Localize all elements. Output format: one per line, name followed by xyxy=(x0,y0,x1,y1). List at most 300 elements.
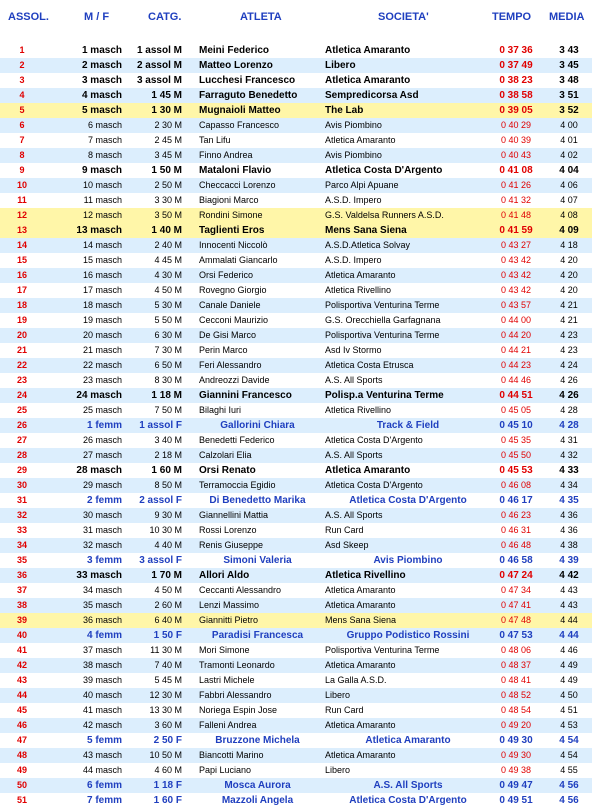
time-cell: 0 44 23 xyxy=(500,360,532,370)
time-cell: 0 45 10 xyxy=(499,420,533,431)
athlete-name-cell: Paradisi Francesca xyxy=(211,630,304,641)
athlete-name-cell: Rovegno Giorgio xyxy=(199,285,267,295)
club-cell: Atletica Amaranto xyxy=(325,45,411,56)
time-cell: 0 45 05 xyxy=(500,405,532,415)
category-cell: 2 30 M xyxy=(154,120,182,130)
table-row xyxy=(0,793,592,808)
category-cell: 4 50 M xyxy=(154,585,182,595)
category-cell: 4 30 M xyxy=(154,270,182,280)
time-cell: 0 47 24 xyxy=(499,570,533,581)
category-cell: 2 60 M xyxy=(154,600,182,610)
gender-rank-cell: 29 masch xyxy=(82,480,122,490)
club-cell: Atletica Amaranto xyxy=(325,270,396,280)
position-cell: 49 xyxy=(16,765,27,775)
gender-rank-cell: 2 masch xyxy=(81,60,122,71)
position-cell: 37 xyxy=(16,585,27,595)
average-cell: 4 44 xyxy=(560,615,578,625)
club-cell: G.S. Orecchiella Garfagnana xyxy=(325,315,441,325)
position-cell: 13 xyxy=(16,225,27,235)
category-cell: 1 70 M xyxy=(151,570,182,581)
time-cell: 0 41 08 xyxy=(499,165,533,176)
time-cell: 0 37 49 xyxy=(499,60,533,71)
gender-rank-cell: 7 femm xyxy=(86,795,122,806)
time-cell: 0 46 31 xyxy=(500,525,532,535)
club-cell: A.S.D. Impero xyxy=(325,255,382,265)
time-cell: 0 43 27 xyxy=(500,240,532,250)
table-row xyxy=(0,493,592,508)
table-row xyxy=(0,508,592,523)
club-cell: Atletica Amaranto xyxy=(325,750,396,760)
position-cell: 21 xyxy=(16,345,27,355)
position-cell: 14 xyxy=(16,240,27,250)
average-cell: 4 35 xyxy=(559,495,579,506)
category-cell: 2 18 M xyxy=(154,450,182,460)
athlete-name-cell: Noriega Espin Jose xyxy=(199,705,278,715)
table-row xyxy=(0,88,592,103)
position-cell: 5 xyxy=(19,105,25,115)
athlete-name-cell: Fabbri Alessandro xyxy=(199,690,272,700)
table-row xyxy=(0,163,592,178)
position-cell: 17 xyxy=(16,285,27,295)
position-cell: 2 xyxy=(19,60,25,70)
average-cell: 4 24 xyxy=(560,360,578,370)
category-cell: 7 50 M xyxy=(154,405,182,415)
time-cell: 0 44 21 xyxy=(500,345,532,355)
gender-rank-cell: 6 masch xyxy=(87,120,122,130)
category-cell: 1 assol F xyxy=(139,420,182,431)
category-cell: 9 30 M xyxy=(154,510,182,520)
gender-rank-cell: 32 masch xyxy=(82,540,122,550)
table-row xyxy=(0,133,592,148)
club-cell: Atletica Amaranto xyxy=(325,600,396,610)
table-row xyxy=(0,478,592,493)
table-row xyxy=(0,43,592,58)
average-cell: 4 26 xyxy=(559,390,579,401)
time-cell: 0 38 23 xyxy=(499,75,533,86)
position-cell: 36 xyxy=(16,570,27,580)
table-row xyxy=(0,403,592,418)
position-cell: 4 xyxy=(19,90,25,100)
time-cell: 0 43 57 xyxy=(500,300,532,310)
table-row xyxy=(0,598,592,613)
position-cell: 30 xyxy=(16,480,27,490)
category-cell: 2 50 M xyxy=(154,180,182,190)
athlete-name-cell: Lucchesi Francesco xyxy=(199,75,296,86)
table-row xyxy=(0,763,592,778)
average-cell: 3 48 xyxy=(559,75,579,86)
average-cell: 4 38 xyxy=(560,540,578,550)
club-cell: A.S. All Sports xyxy=(325,375,383,385)
table-row xyxy=(0,568,592,583)
gender-rank-cell: 21 masch xyxy=(82,345,122,355)
time-cell: 0 37 36 xyxy=(499,45,533,56)
gender-rank-cell: 23 masch xyxy=(82,375,122,385)
category-cell: 2 50 F xyxy=(153,735,182,746)
table-row xyxy=(0,208,592,223)
table-row xyxy=(0,643,592,658)
average-cell: 4 18 xyxy=(560,240,578,250)
time-cell: 0 43 42 xyxy=(500,255,532,265)
club-cell: Polisportiva Venturina Terme xyxy=(325,645,440,655)
time-cell: 0 41 48 xyxy=(500,210,532,220)
club-cell: Atletica Amaranto xyxy=(325,135,396,145)
time-cell: 0 45 53 xyxy=(499,465,533,476)
time-cell: 0 44 51 xyxy=(499,390,533,401)
position-cell: 7 xyxy=(19,135,25,145)
average-cell: 4 56 xyxy=(559,780,579,791)
average-cell: 4 42 xyxy=(559,570,579,581)
time-cell: 0 40 39 xyxy=(500,135,532,145)
table-row xyxy=(0,268,592,283)
athlete-name-cell: Farraguto Benedetto xyxy=(199,90,298,101)
gender-rank-cell: 15 masch xyxy=(82,255,122,265)
position-cell: 19 xyxy=(16,315,27,325)
average-cell: 3 51 xyxy=(559,90,579,101)
gender-rank-cell: 4 masch xyxy=(81,90,122,101)
category-cell: 10 30 M xyxy=(149,525,182,535)
average-cell: 4 34 xyxy=(560,480,578,490)
time-cell: 0 45 50 xyxy=(500,450,532,460)
average-cell: 4 54 xyxy=(560,750,578,760)
time-cell: 0 47 41 xyxy=(500,600,532,610)
gender-rank-cell: 30 masch xyxy=(82,510,122,520)
position-cell: 32 xyxy=(16,510,27,520)
category-cell: 1 50 F xyxy=(153,630,182,641)
table-row xyxy=(0,658,592,673)
gender-rank-cell: 12 masch xyxy=(82,210,122,220)
athlete-name-cell: Lenzi Massimo xyxy=(199,600,260,610)
category-cell: 1 60 M xyxy=(151,465,182,476)
athlete-name-cell: Allori Aldo xyxy=(199,570,250,581)
club-cell: Atletica Costa Etrusca xyxy=(325,360,414,370)
position-cell: 46 xyxy=(16,720,27,730)
athlete-name-cell: Tramonti Leonardo xyxy=(199,660,275,670)
athlete-name-cell: Ammalati Giancarlo xyxy=(199,255,278,265)
club-cell: Run Card xyxy=(325,705,364,715)
category-cell: 8 50 M xyxy=(154,480,182,490)
average-cell: 4 09 xyxy=(559,225,579,236)
club-cell: A.S.D.Atletica Solvay xyxy=(325,240,411,250)
gender-rank-cell: 27 masch xyxy=(82,450,122,460)
time-cell: 0 46 08 xyxy=(500,480,532,490)
position-cell: 15 xyxy=(16,255,27,265)
time-cell: 0 48 06 xyxy=(500,645,532,655)
time-cell: 0 43 42 xyxy=(500,270,532,280)
category-cell: 1 50 M xyxy=(151,165,182,176)
club-cell: Atletica Rivellino xyxy=(325,285,392,295)
gender-rank-cell: 43 masch xyxy=(82,750,122,760)
position-cell: 10 xyxy=(16,180,27,190)
column-header-row xyxy=(0,0,592,40)
gender-rank-cell: 39 masch xyxy=(82,675,122,685)
gender-rank-cell: 9 masch xyxy=(81,165,122,176)
club-cell: Atletica Costa D'Argento xyxy=(325,435,423,445)
table-row xyxy=(0,283,592,298)
header-time: TEMPO xyxy=(492,11,532,23)
gender-rank-cell: 35 masch xyxy=(82,600,122,610)
average-cell: 4 32 xyxy=(560,450,578,460)
position-cell: 6 xyxy=(19,120,25,130)
athlete-name-cell: Tan Lifu xyxy=(199,135,231,145)
average-cell: 4 26 xyxy=(560,375,578,385)
time-cell: 0 48 37 xyxy=(500,660,532,670)
position-cell: 48 xyxy=(16,750,27,760)
gender-rank-cell: 1 masch xyxy=(81,45,122,56)
club-cell: Atletica Rivellino xyxy=(325,570,406,581)
gender-rank-cell: 41 masch xyxy=(82,705,122,715)
athlete-name-cell: Finno Andrea xyxy=(199,150,253,160)
table-row xyxy=(0,148,592,163)
gender-rank-cell: 26 masch xyxy=(82,435,122,445)
position-cell: 18 xyxy=(16,300,27,310)
gender-rank-cell: 6 femm xyxy=(86,780,122,791)
average-cell: 4 02 xyxy=(560,150,578,160)
athlete-name-cell: Benedetti Federico xyxy=(199,435,275,445)
position-cell: 45 xyxy=(16,705,27,715)
time-cell: 0 46 48 xyxy=(500,540,532,550)
time-cell: 0 40 43 xyxy=(500,150,532,160)
time-cell: 0 49 51 xyxy=(499,795,533,806)
time-cell: 0 46 23 xyxy=(500,510,532,520)
gender-rank-cell: 3 femm xyxy=(86,555,122,566)
club-cell: A.S. All Sports xyxy=(325,510,383,520)
average-cell: 4 20 xyxy=(560,270,578,280)
average-cell: 4 50 xyxy=(560,690,578,700)
average-cell: 4 21 xyxy=(560,300,578,310)
club-cell: Asd Iv Stormo xyxy=(325,345,382,355)
athlete-name-cell: Mazzoli Angela xyxy=(221,795,294,806)
gender-rank-cell: 19 masch xyxy=(82,315,122,325)
average-cell: 4 01 xyxy=(560,135,578,145)
average-cell: 4 53 xyxy=(560,720,578,730)
club-cell: Asd Skeep xyxy=(325,540,369,550)
table-row xyxy=(0,628,592,643)
time-cell: 0 43 42 xyxy=(500,285,532,295)
category-cell: 3 assol F xyxy=(139,555,182,566)
category-cell: 1 30 M xyxy=(151,105,182,116)
category-cell: 1 60 F xyxy=(153,795,182,806)
average-cell: 4 23 xyxy=(560,345,578,355)
club-cell: Libero xyxy=(325,690,351,700)
position-cell: 1 xyxy=(19,45,25,55)
athlete-name-cell: Mugnaioli Matteo xyxy=(199,105,281,116)
header-club: SOCIETA' xyxy=(378,11,429,23)
athlete-name-cell: Rondini Simone xyxy=(199,210,263,220)
category-cell: 1 assol M xyxy=(136,45,182,56)
table-row xyxy=(0,313,592,328)
time-cell: 0 39 05 xyxy=(499,105,533,116)
gender-rank-cell: 38 masch xyxy=(82,660,122,670)
category-cell: 13 30 M xyxy=(149,705,182,715)
club-cell: G.S. Valdelsa Runners A.S.D. xyxy=(325,210,444,220)
gender-rank-cell: 28 masch xyxy=(76,465,122,476)
time-cell: 0 40 29 xyxy=(500,120,532,130)
club-cell: Atletica Amaranto xyxy=(325,660,396,670)
category-cell: 10 50 M xyxy=(149,750,182,760)
club-cell: The Lab xyxy=(325,105,364,116)
gender-rank-cell: 20 masch xyxy=(82,330,122,340)
average-cell: 4 49 xyxy=(560,660,578,670)
athlete-name-cell: Giannellini Mattia xyxy=(199,510,269,520)
average-cell: 4 43 xyxy=(560,585,578,595)
gender-rank-cell: 34 masch xyxy=(82,585,122,595)
table-row xyxy=(0,463,592,478)
table-row xyxy=(0,418,592,433)
table-row xyxy=(0,523,592,538)
time-cell: 0 38 58 xyxy=(499,90,533,101)
gender-rank-cell: 24 masch xyxy=(76,390,122,401)
athlete-name-cell: Terramoccia Egidio xyxy=(199,480,276,490)
position-cell: 47 xyxy=(16,735,27,745)
average-cell: 4 36 xyxy=(560,510,578,520)
gender-rank-cell: 4 femm xyxy=(86,630,122,641)
gender-rank-cell: 8 masch xyxy=(87,150,122,160)
category-cell: 4 60 M xyxy=(154,765,182,775)
athlete-name-cell: Calzolari Elia xyxy=(199,450,252,460)
club-cell: Polisportiva Venturina Terme xyxy=(325,330,440,340)
athlete-name-cell: Biagioni Marco xyxy=(199,195,259,205)
club-cell: Run Card xyxy=(325,525,364,535)
category-cell: 1 18 F xyxy=(153,780,182,791)
athlete-name-cell: De Gisi Marco xyxy=(199,330,257,340)
average-cell: 4 28 xyxy=(559,420,579,431)
position-cell: 12 xyxy=(16,210,27,220)
position-cell: 3 xyxy=(19,75,25,85)
gender-rank-cell: 17 masch xyxy=(82,285,122,295)
table-row xyxy=(0,553,592,568)
athlete-name-cell: Biancotti Marino xyxy=(199,750,264,760)
position-cell: 11 xyxy=(17,195,27,205)
category-cell: 6 30 M xyxy=(154,330,182,340)
position-cell: 39 xyxy=(16,615,27,625)
table-row xyxy=(0,448,592,463)
table-row xyxy=(0,673,592,688)
athlete-name-cell: Giannitti Pietro xyxy=(199,615,259,625)
category-cell: 3 50 M xyxy=(154,210,182,220)
table-row xyxy=(0,583,592,598)
gender-rank-cell: 3 masch xyxy=(81,75,122,86)
average-cell: 3 52 xyxy=(559,105,579,116)
category-cell: 7 30 M xyxy=(154,345,182,355)
average-cell: 4 21 xyxy=(560,315,578,325)
category-cell: 1 40 M xyxy=(151,225,182,236)
time-cell: 0 49 30 xyxy=(499,735,533,746)
category-cell: 5 30 M xyxy=(154,300,182,310)
position-cell: 24 xyxy=(16,390,27,400)
table-row xyxy=(0,718,592,733)
time-cell: 0 47 53 xyxy=(499,630,533,641)
average-cell: 4 20 xyxy=(560,285,578,295)
category-cell: 2 45 M xyxy=(154,135,182,145)
club-cell: Avis Piombino xyxy=(373,555,443,566)
club-cell: Sempredicorsa Asd xyxy=(325,90,419,101)
club-cell: Polisportiva Venturina Terme xyxy=(325,300,440,310)
table-row xyxy=(0,373,592,388)
club-cell: Polisp.a Venturina Terme xyxy=(325,390,444,401)
gender-rank-cell: 7 masch xyxy=(87,135,122,145)
club-cell: Atletica Amaranto xyxy=(365,735,451,746)
time-cell: 0 49 30 xyxy=(500,750,532,760)
header-category: CATG. xyxy=(148,11,182,23)
time-cell: 0 44 00 xyxy=(500,315,532,325)
category-cell: 3 30 M xyxy=(154,195,182,205)
category-cell: 5 45 M xyxy=(154,675,182,685)
athlete-name-cell: Meini Federico xyxy=(199,45,270,56)
gender-rank-cell: 5 masch xyxy=(81,105,122,116)
average-cell: 4 49 xyxy=(560,675,578,685)
average-cell: 4 04 xyxy=(559,165,579,176)
gender-rank-cell: 36 masch xyxy=(82,615,122,625)
club-cell: Atletica Amaranto xyxy=(325,585,396,595)
header-athlete: ATLETA xyxy=(240,11,282,23)
table-row xyxy=(0,73,592,88)
gender-rank-cell: 14 masch xyxy=(82,240,122,250)
club-cell: Mens Sana Siena xyxy=(325,615,397,625)
category-cell: 8 30 M xyxy=(154,375,182,385)
athlete-name-cell: Renis Giuseppe xyxy=(199,540,264,550)
position-cell: 8 xyxy=(19,150,25,160)
average-cell: 4 23 xyxy=(560,330,578,340)
average-cell: 4 28 xyxy=(560,405,578,415)
average-cell: 4 43 xyxy=(560,600,578,610)
time-cell: 0 47 48 xyxy=(500,615,532,625)
athlete-name-cell: Mori Simone xyxy=(199,645,250,655)
table-row xyxy=(0,118,592,133)
position-cell: 50 xyxy=(16,780,27,790)
table-row xyxy=(0,388,592,403)
position-cell: 9 xyxy=(19,165,25,175)
position-cell: 40 xyxy=(16,630,27,640)
position-cell: 29 xyxy=(16,465,27,475)
position-cell: 44 xyxy=(16,690,27,700)
category-cell: 1 18 M xyxy=(151,390,182,401)
club-cell: Atletica Costa D'Argento xyxy=(349,495,467,506)
table-row xyxy=(0,778,592,793)
position-cell: 20 xyxy=(16,330,27,340)
header-average: MEDIA xyxy=(549,11,585,23)
table-row xyxy=(0,58,592,73)
average-cell: 4 56 xyxy=(559,795,579,806)
time-cell: 0 49 47 xyxy=(499,780,533,791)
time-cell: 0 45 35 xyxy=(500,435,532,445)
average-cell: 4 20 xyxy=(560,255,578,265)
table-row xyxy=(0,733,592,748)
time-cell: 0 41 59 xyxy=(499,225,533,236)
gender-rank-cell: 31 masch xyxy=(82,525,122,535)
athlete-name-cell: Ceccanti Alessandro xyxy=(199,585,282,595)
average-cell: 4 46 xyxy=(560,645,578,655)
time-cell: 0 48 52 xyxy=(500,690,532,700)
category-cell: 6 40 M xyxy=(154,615,182,625)
club-cell: A.S.D. Impero xyxy=(325,195,382,205)
athlete-name-cell: Perin Marco xyxy=(199,345,248,355)
time-cell: 0 49 38 xyxy=(500,765,532,775)
gender-rank-cell: 37 masch xyxy=(82,645,122,655)
table-row xyxy=(0,748,592,763)
athlete-name-cell: Bilaghi Iuri xyxy=(199,405,242,415)
athlete-name-cell: Checcacci Lorenzo xyxy=(199,180,276,190)
table-row xyxy=(0,688,592,703)
table-row xyxy=(0,538,592,553)
time-cell: 0 49 20 xyxy=(500,720,532,730)
position-cell: 41 xyxy=(16,645,27,655)
athlete-name-cell: Simoni Valeria xyxy=(223,555,292,566)
category-cell: 4 45 M xyxy=(154,255,182,265)
time-cell: 0 44 20 xyxy=(500,330,532,340)
time-cell: 0 41 26 xyxy=(500,180,532,190)
athlete-name-cell: Rossi Lorenzo xyxy=(199,525,257,535)
category-cell: 2 40 M xyxy=(154,240,182,250)
